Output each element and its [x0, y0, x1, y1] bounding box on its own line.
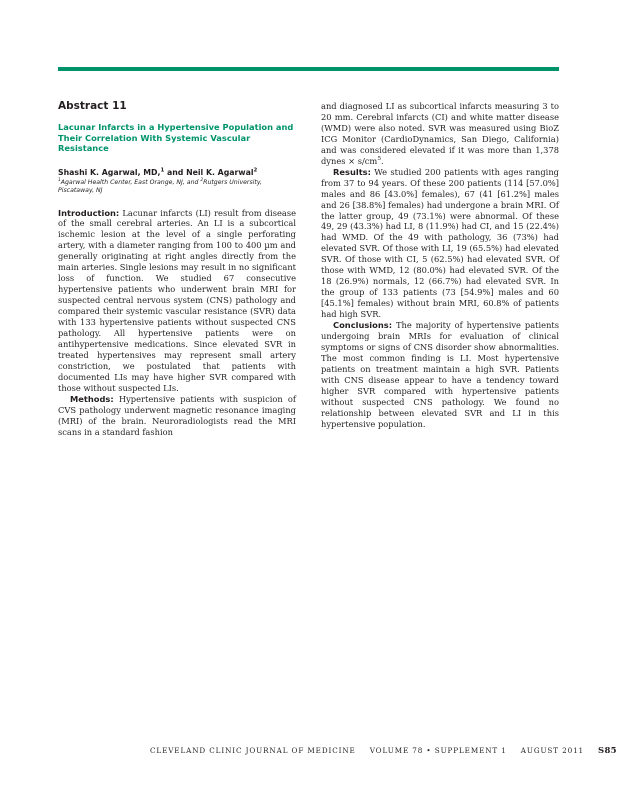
author-1-affil-mark: 1 [160, 166, 165, 173]
footer-journal: CLEVELAND CLINIC JOURNAL OF MEDICINE [150, 746, 356, 755]
results-heading: Results: [333, 166, 371, 177]
conclusions-text: The majority of hypertensive patients undergoing brain MRIs for evaluation of clinical symptoms or signs of CNS disorder show abnormalities. The most common finding is LI. Most hypertensive patients on treatment maintain a high SVR. Patients with CNS disease appear to have a tendency toward higher SVR compared with hypertensive patients without suspected CNS pathology. We found no relationship between elevated SVR and LI in this hypertensive population. [321, 320, 559, 429]
author-2-affil-mark: 2 [253, 166, 258, 173]
conclusions-paragraph [321, 320, 559, 430]
results-paragraph [321, 167, 559, 320]
header-rule [58, 67, 559, 71]
introduction-paragraph [58, 208, 296, 394]
results-text: We studied 200 patients with ages ranging from 37 to 94 years. Of these 200 patients (114 [57.0%] males and 86 [43.0%] females), 67 (41 [61.2%] males and 26 [38.8%] females) had undergone a brain MRI. Of the latter group, 49 (73.1%) were abnormal. Of these 49, 29 (43.3%) had LI, 8 (11.9%) had CI, and 15 (22.4%) had WMD. Of the 49 with pathology, 36 (73%) had elevated SVR. Of those with LI, 19 (65.5%) had elevated SVR. Of those with CI, 5 (62.5%) had elevated SVR. Of those with WMD, 12 (80.0%) had elevated SVR. Of the 18 (26.9%) normals, 12 (66.7%) had elevated SVR. In the group of 133 patients (73 [54.9%] males and 60 [45.1%] females) without brain MRI, 60.8% of patients had high SVR. [321, 166, 559, 320]
left-column [58, 100, 296, 438]
methods-superscript: 5 [377, 156, 382, 162]
introduction-heading: Introduction: [58, 207, 120, 218]
article-title: Lacunar Infarcts in a Hypertensive Population and Their Correlation With Systemic Vascular Resistance [58, 122, 294, 153]
abstract-label: Abstract 11 [58, 100, 127, 112]
methods-paragraph [58, 394, 296, 438]
page-number: S85 [598, 746, 617, 756]
footer-volume: VOLUME 78 • SUPPLEMENT 1 [369, 746, 507, 755]
authors [58, 168, 296, 178]
author-2: and Neil K. Agarwal [164, 167, 254, 177]
methods-heading: Methods: [70, 393, 114, 404]
affil-2: Rutgers University, Piscataway, NJ [58, 178, 262, 194]
methods-continuation-placeholder [321, 101, 559, 167]
affil-1-mark: 1 [58, 177, 61, 183]
introduction-text: Lacunar infarcts (LI) result from disease of the small cerebral arteries. An LI is a subcortical ischemic lesion at the level of a single perforating artery, with a diameter ranging from 100 to 400 µm and generally originating at right angles directly from the main arteries. Single lesions may result in no significant loss of function. We studied 67 consecutive hypertensive patients who underwent brain MRI for suspected central nervous system (CNS) pathology and compared their systemic vascular resistance (SVR) data with 133 hypertensive patients without suspected CNS pathology. All hypertensive patients were on antihypertensive medications. Since elevated SVR in treated hypertensives may represent small artery constriction, we postulated that patients with documented LIs may have higher SVR compared with those without suspected LIs. [58, 207, 296, 393]
footer-date: AUGUST 2011 [520, 746, 585, 755]
affil-1: Agarwal Health Center, East Orange, NJ, and [60, 178, 201, 186]
right-column [321, 101, 559, 430]
page-footer [150, 746, 617, 756]
conclusions-heading: Conclusions: [333, 320, 393, 331]
methods-text-continued: and diagnosed LI as subcortical infarcts measuring 3 to 20 mm. Cerebral infarcts (CI) and white matter disease (WMD) were also noted. SVR was measured using BioZ ICG Monitor (CardioDynamics, San Diego, California) and was considered elevated if it was more than 1,378 dynes × s/cm [321, 101, 559, 166]
methods-text-end: . [381, 155, 384, 166]
affiliations [58, 179, 296, 195]
methods-text: Hypertensive patients with suspicion of CVS pathology underwent magnetic resonance imaging (MRI) of the brain. Neuroradiologists read the MRI scans in a standard fashion [58, 393, 296, 437]
author-1: Shashi K. Agarwal, MD, [58, 167, 161, 177]
methods-paragraph-continued [321, 101, 559, 167]
affil-2-mark: 2 [200, 177, 204, 183]
